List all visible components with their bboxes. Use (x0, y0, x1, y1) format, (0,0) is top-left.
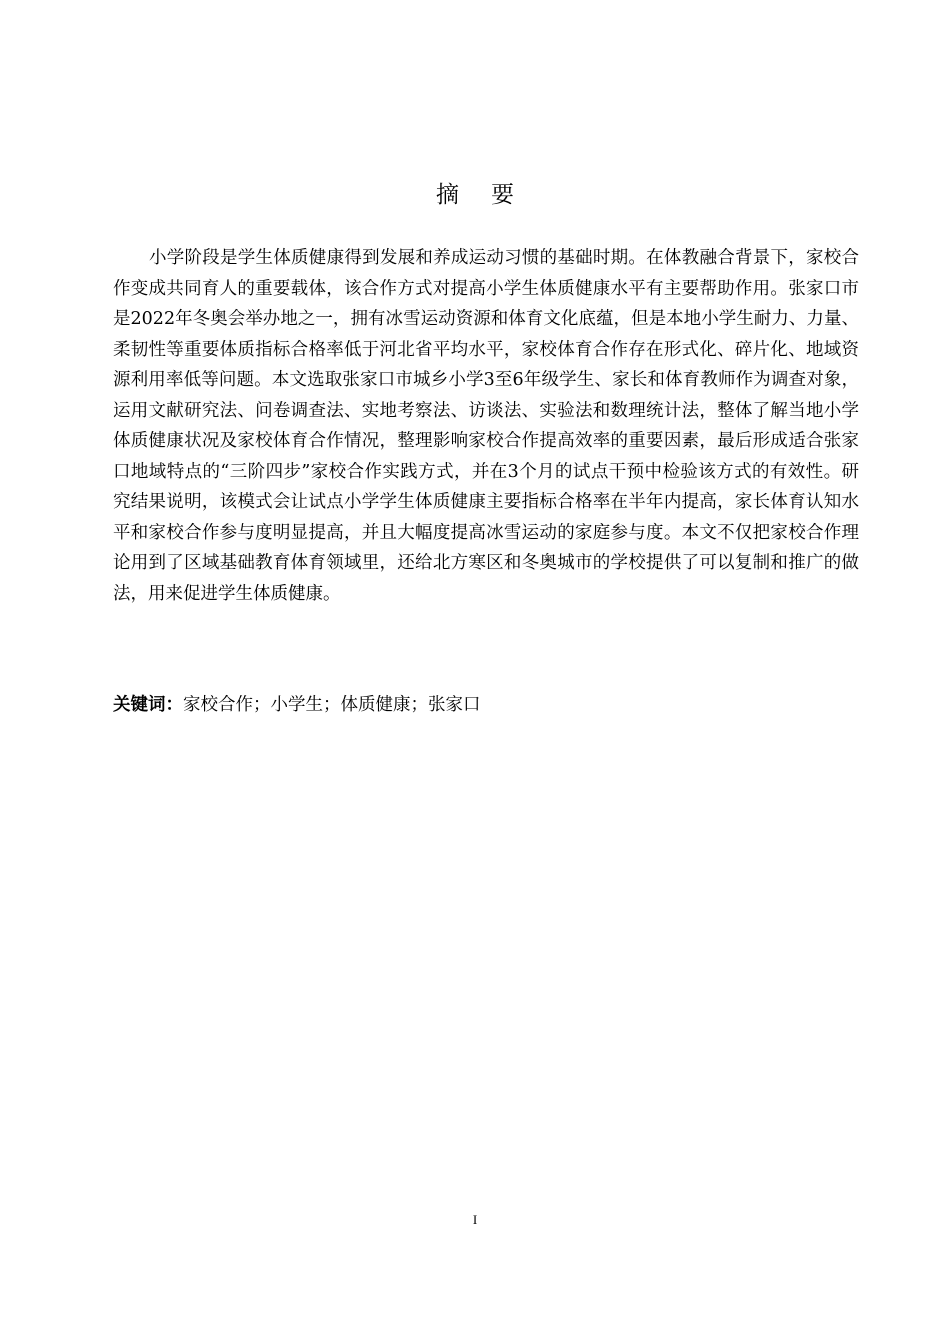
page-number: I (472, 1212, 478, 1227)
keywords-text: 家校合作；小学生；体质健康；张家口 (183, 695, 481, 715)
keywords-label: 关键词： (113, 695, 183, 715)
abstract-title: 摘要 (436, 182, 546, 208)
abstract-body: 小学阶段是学生体质健康得到发展和养成运动习惯的基础时期。在体教融合背景下，家校合作变成共同育人的重要载体，该合作方式对提高小学生体质健康水平有主要帮助作用。张家口市是2022年冬奥会举办地之一，拥有冰雪运动资源和体育文化底蕴，但是本地小学生耐力、力量、柔韧性等重要体质指标合格率低于河北省平均水平，家校体育合作存在形式化、碎片化、地域资源利用率低等问题。本文选取张家口市城乡小学3至6年级学生、家长和体育教师作为调查对象，运用文献研究法、问卷调查法、实地考察法、访谈法、实验法和数理统计法，整体了解当地小学体质健康状况及家校体育合作情况，整理影响家校合作提高效率的重要因素，最后形成适合张家口地域特点的“三阶四步”家校合作实践方式，并在3个月的试点干预中检验该方式的有效性。研究结果说明，该模式会让试点小学学生体质健康主要指标合格率在半年内提高，家长体育认知水平和家校合作参与度明显提高，并且大幅度提高冰雪运动的家庭参与度。本文不仅把家校合作理论用到了区域基础教育体育领域里，还给北方寒区和冬奥城市的学校提供了可以复制和推广的做法，用来促进学生体质健康。 (113, 248, 859, 604)
keywords-line (113, 690, 859, 720)
